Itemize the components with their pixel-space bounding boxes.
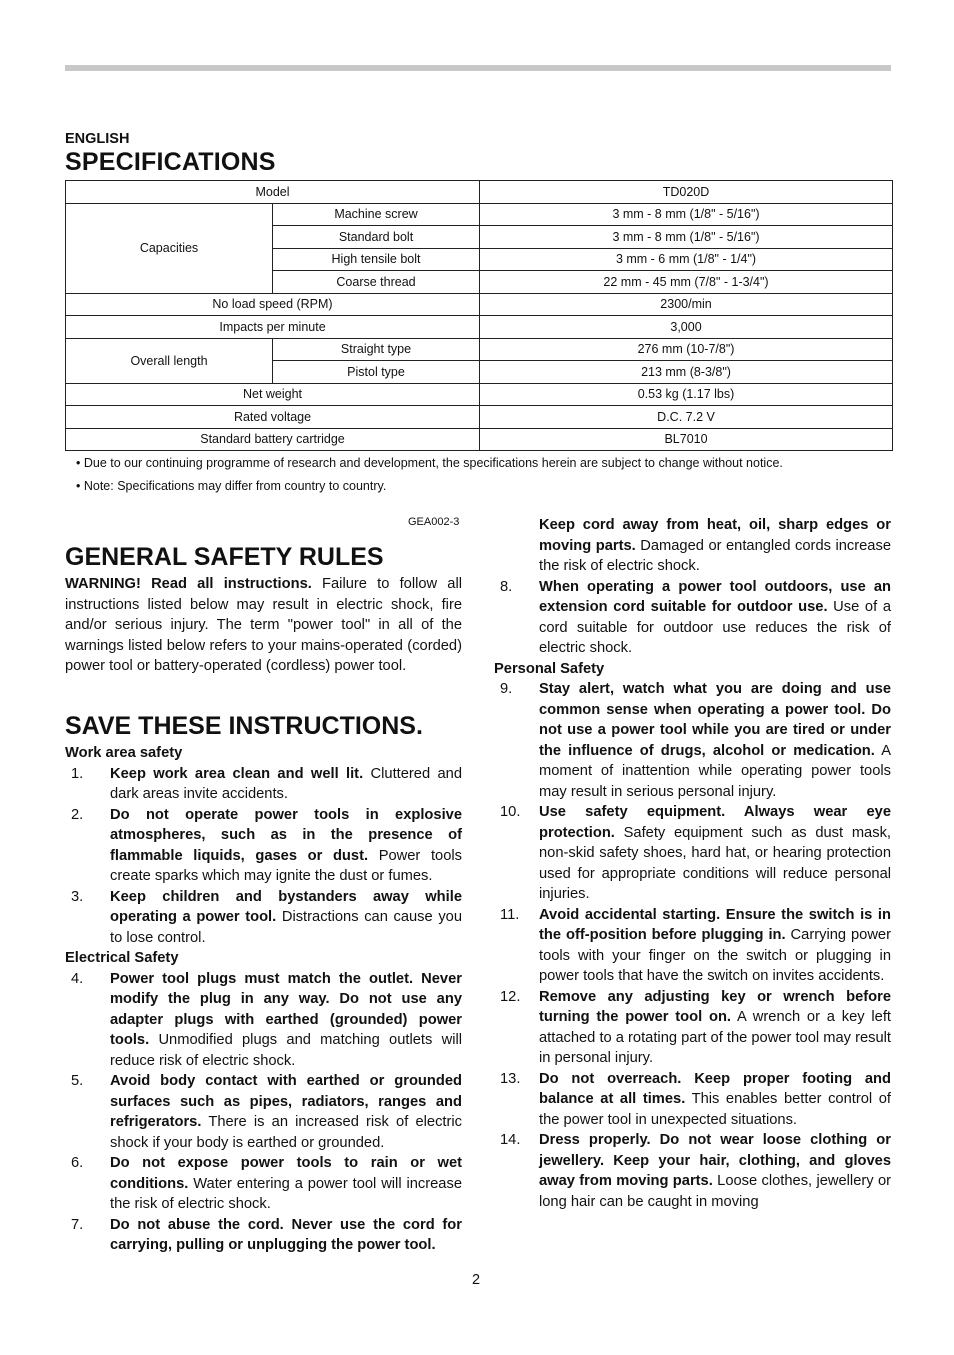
list-item: [65, 1215, 462, 1256]
list-item: [65, 1153, 462, 1215]
list-item: [494, 679, 891, 802]
spec-label: Rated voltage: [66, 406, 480, 429]
item-number: 13.: [500, 1070, 521, 1087]
left-column-list: [65, 743, 462, 1256]
general-safety-title: GENERAL SAFETY RULES: [65, 543, 384, 571]
item-text: This enables better control of the power tool in unexpected situations.: [539, 1091, 891, 1128]
list-item: [65, 969, 462, 1072]
item-number: 12.: [500, 988, 521, 1005]
item-text: A moment of inattention while operating power tools may result in serious personal injury.: [539, 742, 891, 800]
spec-label: Impacts per minute: [66, 316, 480, 339]
spec-value: 3 mm - 8 mm (1/8" - 5/16"): [480, 203, 893, 226]
item-lead: Keep children and bystanders away while operating a power tool.: [110, 888, 462, 925]
item-number: 14.: [500, 1132, 521, 1148]
spec-label: Model: [66, 181, 480, 204]
document-code: GEA002-3: [408, 516, 460, 528]
list-item: [494, 1130, 891, 1212]
spec-value: 3 mm - 6 mm (1/8" - 1/4"): [480, 248, 893, 271]
table-row: [66, 181, 893, 204]
spec-value: BL7010: [480, 428, 893, 451]
list-item: [65, 805, 462, 887]
warning-paragraph: [65, 574, 462, 677]
spec-sub-label: High tensile bolt: [273, 248, 480, 271]
table-row: [66, 338, 893, 361]
spec-sub-label: Pistol type: [273, 361, 480, 384]
item-lead: Avoid body contact with earthed or grounded surfaces such as pipes, radiators, ranges and refrigerators.: [110, 1073, 462, 1130]
table-row: [66, 406, 893, 429]
item-text: Unmodified plugs and matching outlets will reduce risk of electric shock.: [110, 1032, 462, 1069]
item-number: 6.: [71, 1155, 84, 1171]
item-lead: Avoid accidental starting. Ensure the switch is in the off-position before plugging in.: [539, 906, 891, 943]
page-number: 2: [472, 1272, 481, 1288]
warning-text: Failure to follow all instructions listed below may result in electric shock, fire and/or serious injury. The term "power tool" in all of the warnings listed below refers to your mains-operated (corded) power tool or battery-operated (cordless) power tool.: [65, 576, 463, 674]
item-number: 7.: [71, 1216, 84, 1233]
spec-value: 2300/min: [480, 293, 893, 316]
item-lead: Keep work area clean and well lit.: [110, 765, 364, 782]
list-item: [494, 577, 891, 659]
item-text: Use of a cord suitable for outdoor use reduces the risk of electric shock.: [539, 599, 891, 656]
list-item: [494, 905, 891, 987]
left-column: [65, 574, 462, 677]
table-row: [66, 316, 893, 339]
item-lead: Do not expose power tools to rain or wet conditions.: [110, 1155, 462, 1192]
list-item: [65, 764, 462, 805]
spec-sub-label: Coarse thread: [273, 271, 480, 294]
item-number: 9.: [500, 681, 513, 697]
item-lead: Do not operate power tools in explosive atmospheres, such as in the presence of flammable liquids, gases or dust.: [110, 806, 462, 864]
item-lead: When operating a power tool outdoors, use an extension cord suitable for outdoor use.: [539, 578, 891, 615]
item-text: Distractions can cause you to lose control.: [110, 909, 462, 946]
item-number: 8.: [500, 578, 513, 595]
item-lead: Keep cord away from heat, oil, sharp edges or moving parts.: [539, 517, 891, 554]
table-row: [66, 293, 893, 316]
item-text: Water entering a power tool will increase the risk of electric shock.: [110, 1175, 462, 1212]
item-number: 5.: [71, 1073, 84, 1089]
item-lead: Do not abuse the cord. Never use the cord for carrying, pulling or unplugging the power tool.: [110, 1216, 462, 1253]
spec-value: 3,000: [480, 316, 893, 339]
specifications-table: [65, 180, 893, 451]
item-lead: Dress properly. Do not wear loose clothing or jewellery. Keep your hair, clothing, and gloves away from moving parts.: [539, 1132, 891, 1189]
item-number: 11.: [500, 906, 520, 923]
spec-group-label: Overall length: [66, 338, 273, 383]
item-text: Safety equipment such as dust mask, non-skid safety shoes, hard hat, or hearing protection used for appropriate conditions will reduce personal injuries.: [539, 824, 891, 902]
item-number: 3.: [71, 888, 84, 905]
item-lead: Stay alert, watch what you are doing and use common sense when operating a power tool. Do not use a power tool while you are tired or under the influence of drugs, alcohol or medication.: [539, 681, 891, 759]
spec-value: TD020D: [480, 181, 893, 204]
spec-note: • Due to our continuing programme of research and development, the specifications herein are subject to change without notice.: [76, 456, 783, 470]
item-text: Loose clothes, jewellery or long hair can be caught in moving: [539, 1173, 892, 1210]
list-item: [494, 987, 891, 1069]
spec-label: Standard battery cartridge: [66, 428, 480, 451]
item-number: 10.: [500, 804, 521, 820]
spec-value: 22 mm - 45 mm (7/8" - 1-3/4"): [480, 271, 893, 294]
item-lead: Use safety equipment. Always wear eye protection.: [539, 804, 891, 841]
list-item: [494, 1069, 891, 1131]
item-text: A wrench or a key left attached to a rotating part of the power tool may result in personal injury.: [539, 1009, 891, 1066]
list-item-continued: [494, 515, 891, 577]
section-heading: Personal Safety: [494, 660, 605, 677]
spec-value: 0.53 kg (1.17 lbs): [480, 383, 893, 406]
spec-note: • Note: Specifications may differ from country to country.: [76, 479, 387, 493]
language-label: ENGLISH: [65, 131, 130, 147]
item-lead: Power tool plugs must match the outlet. Never modify the plug in any way. Do not use any adapter plugs with earthed (grounded) power tools.: [110, 970, 462, 1048]
spec-group-label: Capacities: [66, 203, 273, 293]
item-number: 1.: [71, 765, 84, 782]
item-lead: Do not overreach. Keep proper footing and balance at all times.: [539, 1070, 891, 1107]
header-rule: [65, 65, 891, 71]
list-item: [65, 887, 462, 949]
table-row: [66, 428, 893, 451]
item-lead: Remove any adjusting key or wrench before turning the power tool on.: [539, 988, 891, 1025]
list-item: [65, 1071, 462, 1153]
spec-label: No load speed (RPM): [66, 293, 480, 316]
item-text: Damaged or entangled cords increase the risk of electric shock.: [539, 537, 891, 574]
spec-value: 276 mm (10-7/8"): [480, 338, 893, 361]
item-text: Carrying power tools with your finger on the switch or plugging in power tools that have the switch on invites accidents.: [539, 927, 891, 984]
spec-sub-label: Straight type: [273, 338, 480, 361]
section-heading: Work area safety: [65, 745, 183, 761]
spec-sub-label: Machine screw: [273, 203, 480, 226]
table-row: [66, 203, 893, 226]
spec-label: Net weight: [66, 383, 480, 406]
specifications-title: SPECIFICATIONS: [65, 148, 276, 176]
item-number: 2.: [71, 806, 84, 823]
save-instructions-title: SAVE THESE INSTRUCTIONS.: [65, 712, 423, 740]
spec-value: 3 mm - 8 mm (1/8" - 5/16"): [480, 226, 893, 249]
item-number: 4.: [71, 970, 84, 987]
section-heading: Electrical Safety: [65, 950, 179, 966]
list-item: [494, 802, 891, 905]
spec-sub-label: Standard bolt: [273, 226, 480, 249]
spec-value: D.C. 7.2 V: [480, 406, 893, 429]
right-column: [494, 515, 891, 1212]
item-text: Power tools create sparks which may ignite the dust or fumes.: [110, 847, 462, 884]
table-row: [66, 383, 893, 406]
item-text: There is an increased risk of electric shock if your body is earthed or grounded.: [110, 1114, 462, 1151]
item-text: Cluttered and dark areas invite accidents.: [110, 765, 463, 802]
spec-value: 213 mm (8-3/8"): [480, 361, 893, 384]
warning-lead: WARNING! Read all instructions.: [65, 576, 312, 592]
